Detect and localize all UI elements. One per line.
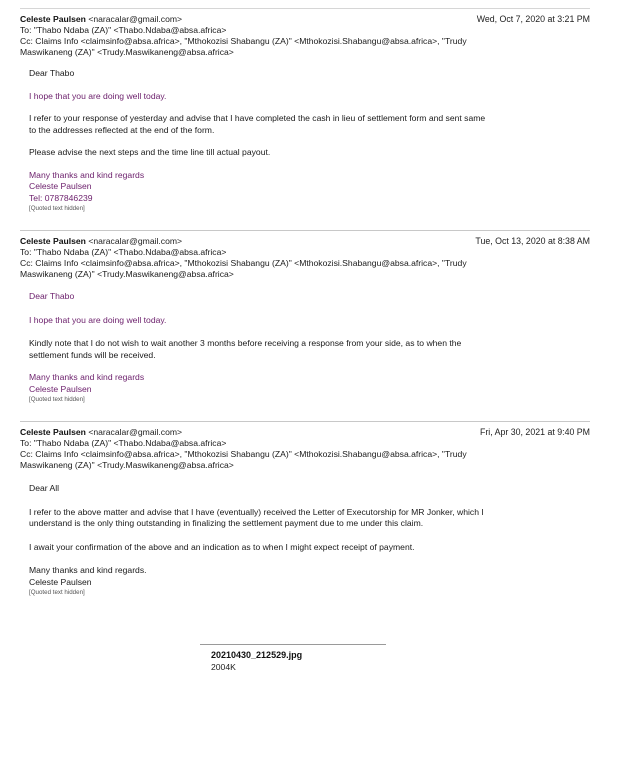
greeting: Dear All: [29, 483, 60, 493]
quoted-text-toggle[interactable]: [Quoted text hidden]: [29, 205, 85, 212]
cc-line-continued: Maswikaneng (ZA)" <Trudy.Maswikaneng@absa.africa>: [20, 460, 234, 470]
body-paragraph: I refer to your response of yesterday and advise that I have completed the cash in lieu of settlement form and sent same: [29, 113, 486, 123]
email-header: [20, 13, 590, 25]
opening-line: I hope that you are doing well today.: [29, 314, 167, 325]
email-thread: [20, 8, 590, 597]
signature-phone: Tel: 0787846239: [29, 192, 93, 203]
sender-email: <naracalar@gmail.com>: [88, 14, 183, 24]
body-paragraph: Please advise the next steps and the time line till actual payout.: [29, 147, 271, 157]
attachment-divider: [200, 644, 386, 645]
email-date: Fri, Apr 30, 2021 at 9:40 PM: [479, 427, 590, 437]
sender-email: <naracalar@gmail.com>: [88, 427, 183, 437]
email-message: [20, 8, 590, 213]
signoff: Many thanks and kind regards.: [29, 565, 147, 575]
sender-name: Celeste Paulsen: [20, 236, 86, 246]
cc-line-continued: Maswikaneng (ZA)" <Trudy.Maswikaneng@absa.africa>: [20, 269, 234, 279]
body-paragraph: I refer to the above matter and advise that I have (eventually) received the Letter of Executorship for MR Jonker, which I: [29, 506, 484, 517]
email-date: Tue, Oct 13, 2020 at 8:38 AM: [475, 236, 590, 246]
sender: [20, 235, 182, 247]
quoted-text-toggle[interactable]: [Quoted text hidden]: [29, 396, 85, 403]
to-line: To: "Thabo Ndaba (ZA)" <Thabo.Ndaba@absa.africa>: [20, 247, 227, 257]
cc-line-continued: Maswikaneng (ZA)" <Trudy.Maswikaneng@absa.africa>: [20, 47, 234, 57]
body-paragraph-continued: to the addresses reflected at the end of the form.: [29, 124, 215, 135]
signoff: Many thanks and kind regards: [29, 372, 145, 382]
sender-name: Celeste Paulsen: [20, 427, 86, 437]
body-paragraph-continued: understand is the only thing outstanding in finalizing the settlement payment due to me under this claim.: [29, 518, 424, 528]
attachment-filename[interactable]: 20210430_212529.jpg: [211, 650, 303, 660]
email-message: [20, 421, 590, 597]
body-paragraph-continued: settlement funds will be received.: [29, 349, 156, 360]
signature-name: Celeste Paulsen: [29, 181, 92, 191]
signature-name: Celeste Paulsen: [29, 576, 92, 587]
attachment-size: 2004K: [211, 662, 236, 672]
sender: [20, 426, 182, 438]
to-line: To: "Thabo Ndaba (ZA)" <Thabo.Ndaba@absa.africa>: [20, 438, 227, 448]
cc-line: Cc: Claims Info <claimsinfo@absa.africa>, "Mthokozisi Shabangu (ZA)" <Mthokozisi.Shabangu@absa.africa>, "Trudy: [20, 36, 467, 46]
sender-name: Celeste Paulsen: [20, 14, 86, 24]
email-body: [20, 471, 590, 597]
sender: [20, 13, 182, 25]
cc-line: Cc: Claims Info <claimsinfo@absa.africa>, "Mthokozisi Shabangu (ZA)" <Mthokozisi.Shabangu@absa.africa>, "Trudy: [20, 258, 467, 268]
to-line: To: "Thabo Ndaba (ZA)" <Thabo.Ndaba@absa.africa>: [20, 25, 227, 35]
email-body: [20, 280, 590, 404]
cc-line: Cc: Claims Info <claimsinfo@absa.africa>, "Mthokozisi Shabangu (ZA)" <Mthokozisi.Shabangu@absa.africa>, "Trudy: [20, 449, 467, 459]
sender-email: <naracalar@gmail.com>: [88, 236, 183, 246]
greeting: Dear Thabo: [29, 291, 75, 301]
email-body: [20, 58, 590, 213]
body-paragraph: Kindly note that I do not wish to wait another 3 months before receiving a response from your side, as to when the: [29, 338, 462, 348]
greeting: Dear Thabo: [29, 68, 75, 78]
quoted-text-toggle[interactable]: [Quoted text hidden]: [29, 589, 85, 596]
email-header: [20, 235, 590, 247]
signature-name: Celeste Paulsen: [29, 383, 92, 394]
opening-line: I hope that you are doing well today.: [29, 90, 167, 101]
email-header: [20, 426, 590, 438]
signoff: Many thanks and kind regards: [29, 169, 145, 180]
email-message: [20, 230, 590, 404]
body-paragraph: I await your confirmation of the above and an indication as to when I might expect receipt of payment.: [29, 541, 415, 552]
email-date: Wed, Oct 7, 2020 at 3:21 PM: [476, 14, 590, 24]
